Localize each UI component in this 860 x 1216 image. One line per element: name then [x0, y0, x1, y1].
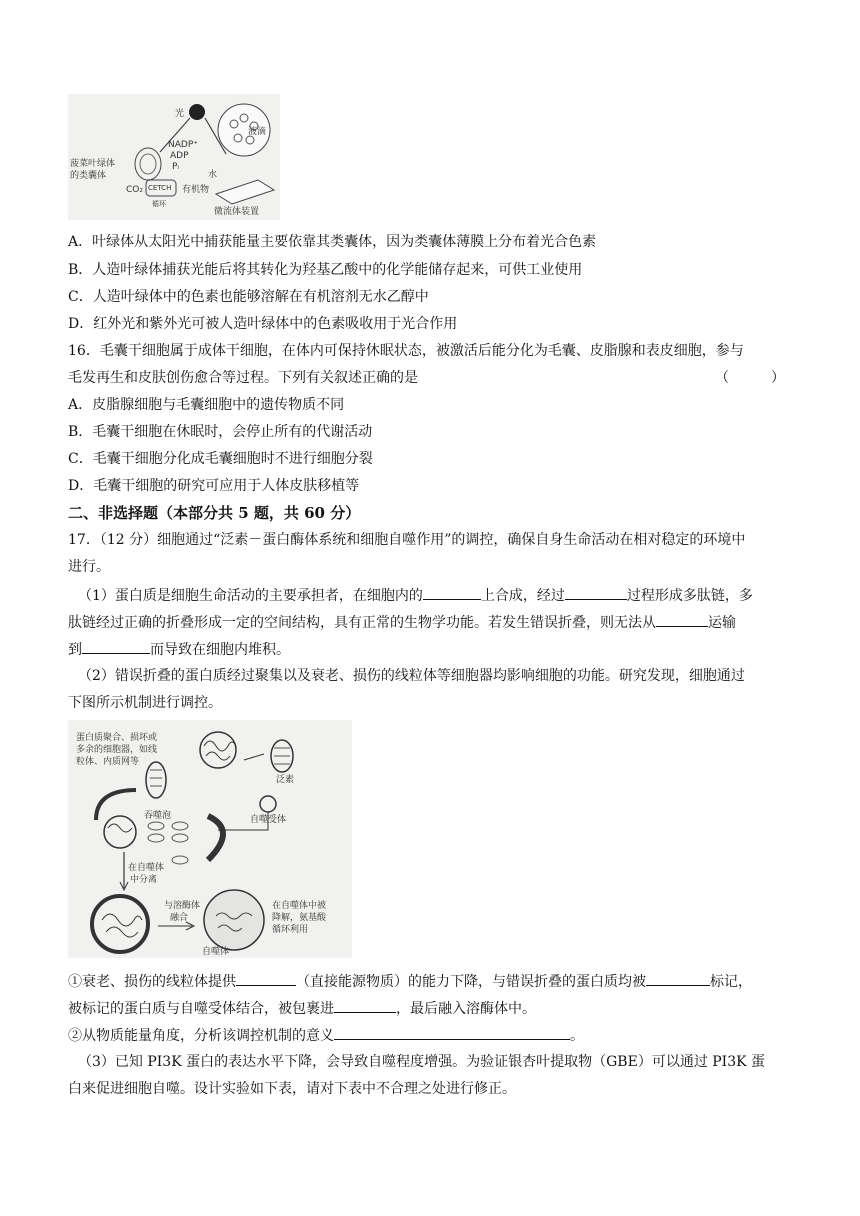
nadp-label: NADP⁺ [168, 140, 198, 150]
co2-label: CO₂ [126, 185, 143, 195]
q17-stem-line1: 17．（12 分）细胞通过“泛素－蛋白酶体系统和细胞自噬作用”的调控，确保自身生命活动在相对稳定的环境中 [68, 532, 746, 548]
spinach-label: 菠菜叶绿体 [70, 159, 116, 169]
fig2-label-1c: 粒体、内质网等 [76, 757, 140, 767]
organic-label: 有机物 [182, 185, 210, 195]
phagophore-label: 吞噬泡 [144, 811, 172, 821]
blank-3[interactable] [656, 612, 708, 627]
sun-icon [189, 104, 205, 120]
separate-label-a: 在自噬体 [128, 863, 165, 873]
q17-stem-line2: 进行。 [68, 559, 110, 575]
thylakoid-label: 的类囊体 [70, 171, 107, 181]
q17-sub1-line2: 被标记的蛋白质与自噬受体结合，被包裹进 ，最后融入溶酶体中。 [68, 998, 536, 1019]
receptor-label: 自噬受体 [250, 815, 287, 825]
droplet-label: 液滴 [248, 127, 267, 137]
q17-part2-line1: （2）错误折叠的蛋白质经过聚集以及衰老、损伤的线粒体等细胞器均影响细胞的功能。研究发现，细胞通过 [78, 668, 745, 684]
q15-option-a: A．叶绿体从太阳光中捕获能量主要依靠其类囊体，因为类囊体薄膜上分布着光合色素 [68, 234, 597, 250]
q15-option-b: B．人造叶绿体捕获光能后将其转化为羟基乙酸中的化学能储存起来，可供工业使用 [68, 262, 583, 278]
fig2-label-1b: 多余的细胞器，如线 [76, 745, 158, 755]
fuse-label-b: 融合 [170, 913, 189, 923]
q15-option-c: C．人造叶绿体中的色素也能够溶解在有机溶剂无水乙醇中 [68, 289, 429, 305]
light-label: 光 [175, 109, 185, 119]
cycle-label: 循环 [152, 200, 166, 208]
blank-5[interactable] [236, 971, 296, 986]
blank-7[interactable] [334, 998, 396, 1013]
q15-option-d: D．红外光和紫外光可被人造叶绿体中的色素吸收用于光合作用 [68, 316, 458, 332]
pi-label: Pᵢ [172, 162, 180, 172]
ubiquitin-label: 泛素 [276, 775, 295, 785]
q16-stem-line1: 16．毛囊干细胞属于成体干细胞，在体内可保持休眠状态，被激活后能分化为毛囊、皮脂腺和表皮细胞，参与 [68, 343, 744, 359]
q16-stem-line2: 毛发再生和皮肤创伤愈合等过程。下列有关叙述正确的是 [68, 370, 418, 386]
blank-1[interactable] [423, 585, 481, 600]
q17-part3-line2: 白来促进细胞自噬。设计实验如下表，请对下表中不合理之处进行修正。 [68, 1081, 516, 1097]
autophagy-figure [68, 720, 352, 958]
degrade-label-c: 循环利用 [272, 925, 309, 935]
blank-4[interactable] [82, 639, 150, 654]
fuse-label-a: 与溶酶体 [164, 901, 201, 911]
cetch-label: CETCH [148, 184, 172, 192]
q16-option-d: D．毛囊干细胞的研究可应用于人体皮肤移植等 [68, 478, 360, 494]
q17-sub2-line: ②从物质能量角度，分析该调控机制的意义 。 [68, 1025, 584, 1046]
q16-option-b: B．毛囊干细胞在休眠时，会停止所有的代谢活动 [68, 424, 373, 440]
water-label: 水 [208, 170, 218, 180]
q17-part3-line1: （3）已知 PI3K 蛋白的表达水平下降，会导致自噬程度增强。为验证银杏叶提取物（GBE）可以通过 PI3K 蛋 [78, 1054, 766, 1070]
blank-2[interactable] [565, 585, 627, 600]
artificial-chloroplast-figure [68, 94, 280, 220]
q16-answer-paren: （ ） [715, 370, 785, 386]
q17-part1-line1: （1）蛋白质是细胞生命活动的主要承担者，在细胞内的 上合成，经过 过程形成多肽链，多 [78, 585, 753, 606]
q17-part1-line3: 到 而导致在细胞内堆积。 [68, 639, 290, 660]
adp-label: ADP [170, 151, 189, 161]
blank-8[interactable] [334, 1025, 570, 1040]
separate-label-b: 中分离 [130, 875, 158, 885]
autophagosome-label: 自噬体 [202, 947, 230, 957]
q16-option-a: A．皮脂腺细胞与毛囊细胞中的遗传物质不同 [68, 397, 345, 413]
fig2-label-1a: 蛋白质聚合、损坏或 [76, 733, 158, 743]
blank-6[interactable] [646, 971, 710, 986]
degrade-label-a: 在自噬体中被 [272, 901, 327, 911]
q17-part2-line2: 下图所示机制进行调控。 [68, 695, 222, 711]
q17-part1-line2: 肽链经过正确的折叠形成一定的空间结构，具有正常的生物学功能。若发生错误折叠，则无法从 运输 [68, 612, 736, 633]
degrade-label-b: 降解，氨基酸 [272, 913, 327, 923]
q17-sub1-line1: ①衰老、损伤的线粒体提供 （直接能源物质）的能力下降，与错误折叠的蛋白质均被 标记， [68, 971, 752, 992]
q16-option-c: C．毛囊干细胞分化成毛囊细胞时不进行细胞分裂 [68, 451, 373, 467]
section2-title: 二、非选择题（本部分共 5 题，共 60 分） [68, 504, 361, 522]
device-label: 微流体装置 [214, 207, 260, 217]
